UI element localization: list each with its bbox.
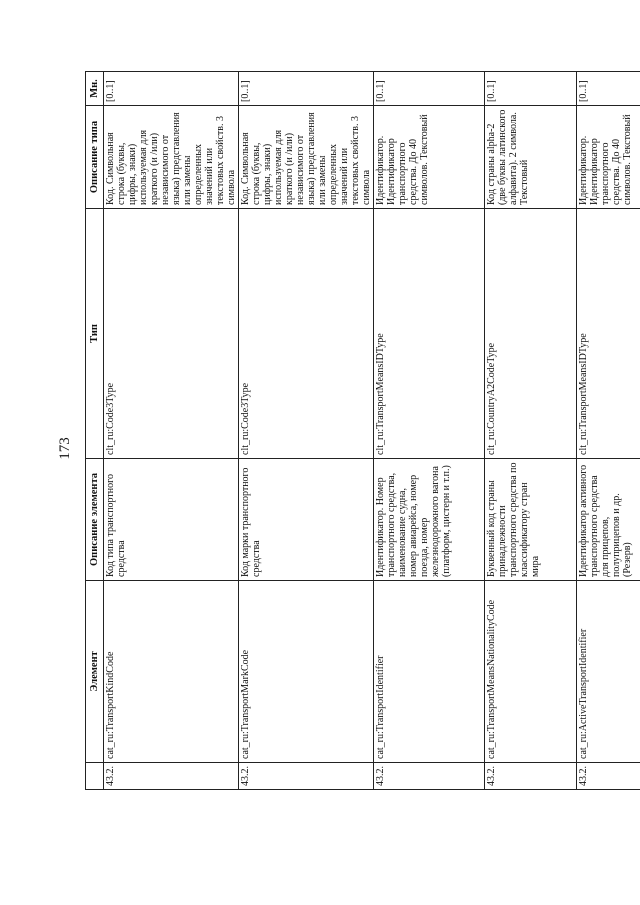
header-type-description: Описание типа <box>86 106 104 209</box>
row-multiplicity: [0..1] <box>104 72 239 106</box>
row-type-description: Код. Символьная строка (буквы, цифры, знаки) используемая для краткого (и /или) независимого от языка) представления или замены определенных значений или текстовых свойств. 3 символа <box>239 106 374 209</box>
table-row <box>374 72 485 790</box>
rotated-table-container <box>85 72 633 790</box>
row-type-description: Код. Символьная строка (буквы, цифры, знаки) используемая для краткого (и /или) независимого от языка) представления или замены определенных значений или текстовых свойств. 3 символа <box>104 106 239 209</box>
header-description: Описание элемента <box>86 459 104 581</box>
table-row <box>485 72 577 790</box>
row-element: cat_ru:TransportIdentifier <box>374 581 485 763</box>
row-type: clt_ru:CountryA2CodeType <box>485 209 577 459</box>
row-description: Идентификатор. Номер транспортного средства, наименование судна, номер авиарейса, номер поезда, номер железнодорожного вагона (платформ, цистерн и т.п.) <box>374 459 485 581</box>
row-num: 43.2. <box>577 763 640 790</box>
header-multiplicity: Мн. <box>86 72 104 106</box>
row-type: clt_ru:TransportMeansIDType <box>374 209 485 459</box>
row-type: clt_ru:TransportMeansIDType <box>577 209 640 459</box>
row-element: cat_ru:TransportMarkCode <box>239 581 374 763</box>
header-element: Элемент <box>86 581 104 763</box>
page-number: 173 <box>56 437 73 460</box>
row-description: Код типа транспортного средства <box>104 459 239 581</box>
row-multiplicity: [0..1] <box>374 72 485 106</box>
row-description: Буквенный код страны принадлежности транспортного средства по классификатору стран мира <box>485 459 577 581</box>
header-type: Тип <box>86 209 104 459</box>
row-num: 43.2. <box>485 763 577 790</box>
table-row <box>239 72 374 790</box>
row-type-description: Идентификатор. Идентификатор транспортного средства. До 40 символов. Текстовый <box>374 106 485 209</box>
row-type-description: Идентификатор. Идентификатор транспортного средства. До 40 символов. Текстовый <box>577 106 640 209</box>
row-multiplicity: [0..1] <box>485 72 577 106</box>
row-element: cat_ru:ActiveTransportIdentifier <box>577 581 640 763</box>
table-row <box>104 72 239 790</box>
table-header-row <box>86 72 104 790</box>
row-num: 43.2. <box>239 763 374 790</box>
row-description: Код марки транспортного средства <box>239 459 374 581</box>
row-element: cat_ru:TransportMeansNationalityCode <box>485 581 577 763</box>
header-num <box>86 763 104 790</box>
row-description: Идентификатор активного транспортного средства для прицепов, полуприцепов и др. (Резерв) <box>577 459 640 581</box>
row-type-description: Код страны alpha-2 (две буквы латинского алфавита). 2 символа. Текстовый <box>485 106 577 209</box>
element-table <box>85 71 640 790</box>
row-type: clt_ru:Code3Type <box>239 209 374 459</box>
row-num: 43.2. <box>104 763 239 790</box>
row-num: 43.2. <box>374 763 485 790</box>
row-type: clt_ru:Code3Type <box>104 209 239 459</box>
row-element: cat_ru:TransportKindCode <box>104 581 239 763</box>
row-multiplicity: [0..1] <box>239 72 374 106</box>
table-row <box>577 72 640 790</box>
row-multiplicity: [0..1] <box>577 72 640 106</box>
